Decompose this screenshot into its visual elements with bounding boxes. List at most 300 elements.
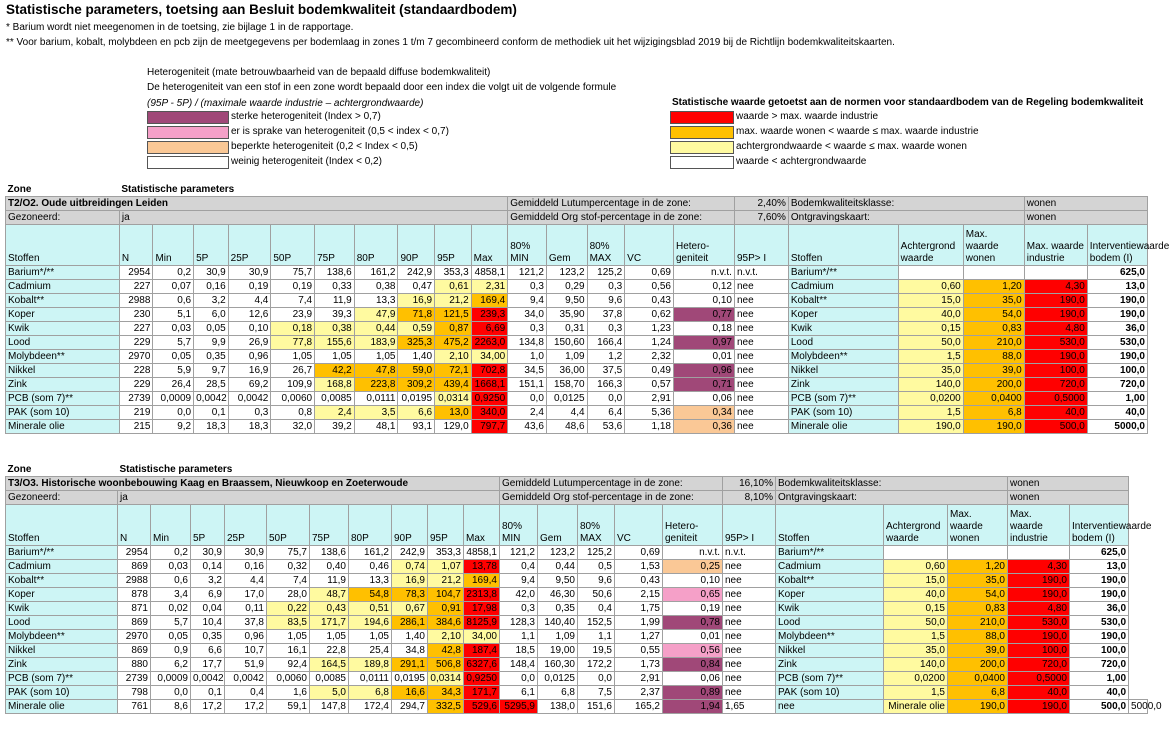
table-cell: 9,6: [578, 574, 615, 588]
table-cell: 5,7: [151, 616, 191, 630]
table-cell: 0,0060: [271, 392, 315, 406]
column-header: VC: [615, 505, 663, 546]
table-cell: 0,06: [673, 392, 734, 406]
table-cell: 0,67: [392, 602, 428, 616]
table-cell: 42,2: [315, 364, 355, 378]
table-cell: 0,36: [673, 420, 734, 434]
table-cell: nee: [734, 392, 788, 406]
table-cell: 109,9: [271, 378, 315, 392]
table-cell: 6,8: [948, 686, 1008, 700]
table-cell: 871: [118, 602, 151, 616]
table-cell: 2,4: [508, 406, 547, 420]
column-header: 50P: [271, 225, 315, 266]
table-cell: 0,0042: [225, 672, 267, 686]
table-cell: 69,2: [228, 378, 271, 392]
table-cell: 0,55: [615, 644, 663, 658]
table-cell: 40,0: [1070, 686, 1129, 700]
table-cell: 190,0: [1087, 350, 1147, 364]
table-cell: 223,8: [354, 378, 398, 392]
table-cell: 1,5: [898, 350, 963, 364]
gezoneerd-value: ja: [118, 491, 500, 505]
table-cell: 190,0: [948, 700, 1008, 714]
table-cell: Barium*/**: [6, 266, 120, 280]
table-cell: 35,0: [884, 644, 948, 658]
table-cell: 0,5: [578, 560, 615, 574]
table-cell: 0,03: [151, 560, 191, 574]
table-cell: 39,0: [948, 644, 1008, 658]
table-cell: 47,8: [354, 364, 398, 378]
table-cell: nee: [723, 588, 776, 602]
table-cell: Kwik: [6, 322, 120, 336]
table-cell: 0,19: [663, 602, 723, 616]
table-cell: 1,2: [587, 350, 625, 364]
gezoneerd-label: Gezoneerd:: [6, 211, 120, 225]
table-cell: 0,0: [578, 672, 615, 686]
table-cell: 0,0125: [546, 392, 587, 406]
table-cell: 880: [118, 658, 151, 672]
table-cell: 0,8: [271, 406, 315, 420]
table-cell: 0,96: [228, 350, 271, 364]
table-cell: 9,6: [587, 294, 625, 308]
table-cell: 190,0: [1024, 350, 1087, 364]
column-header: 5P: [194, 225, 229, 266]
table-cell: 2263,0: [471, 336, 508, 350]
table-cell: 166,3: [587, 378, 625, 392]
table-cell: PAK (som 10): [6, 686, 118, 700]
table-cell: 2988: [119, 294, 153, 308]
table-cell: Minerale olie: [6, 420, 120, 434]
table-cell: 30,9: [194, 266, 229, 280]
table-cell: 75,7: [271, 266, 315, 280]
column-header: 90P: [392, 505, 428, 546]
table-cell: 4,4: [546, 406, 587, 420]
table-cell: 0,0400: [963, 392, 1024, 406]
table-cell: 13,78: [464, 560, 500, 574]
table-cell: 1,23: [625, 322, 674, 336]
table-cell: 6,8: [963, 406, 1024, 420]
table-cell: 190,0: [898, 420, 963, 434]
table-cell: 128,3: [500, 616, 538, 630]
table-cell: 169,4: [471, 294, 508, 308]
table-cell: 5,7: [153, 336, 194, 350]
table-cell: Kobalt**: [788, 294, 898, 308]
table-cell: 28,5: [194, 378, 229, 392]
table-cell: 138,6: [310, 546, 349, 560]
table-cell: 2,10: [428, 630, 464, 644]
table-cell: 150,60: [546, 336, 587, 350]
table-cell: 17,98: [464, 602, 500, 616]
table-cell: 1,6: [267, 686, 310, 700]
legend-swatch-background: [670, 156, 734, 169]
table-cell: 702,8: [471, 364, 508, 378]
table-cell: nee: [734, 406, 788, 420]
table-cell: 1,5: [898, 406, 963, 420]
table-cell: 1,1: [500, 630, 538, 644]
table-cell: 9,2: [153, 420, 194, 434]
table-cell: 0,04: [191, 602, 225, 616]
table-cell: 50,0: [884, 616, 948, 630]
table-cell: 32,0: [271, 420, 315, 434]
table-cell: 4,80: [1008, 602, 1070, 616]
table-cell: 0,44: [538, 560, 578, 574]
column-header: Gem: [538, 505, 578, 546]
table-cell: 0,46: [349, 560, 392, 574]
table-cell: 0,4: [225, 686, 267, 700]
table-cell: 0,35: [538, 602, 578, 616]
table-row: [6, 574, 1148, 588]
column-header: Stoffen: [6, 505, 118, 546]
table-cell: 30,9: [191, 546, 225, 560]
note-combined-data: ** Voor barium, kobalt, molybdeen en pcb zijn de meetgegevens per bodemlaag in zones 1 t/m 7 gecombineerd conform de methodiek uit het wijzigingsblad 2019 bij de Richtlijn bodemkwaliteitskaarten.: [6, 37, 895, 48]
table-cell: nee: [734, 420, 788, 434]
table-cell: 2954: [119, 266, 153, 280]
table-cell: 0,0125: [538, 672, 578, 686]
table-cell: 625,0: [1087, 266, 1147, 280]
table-cell: 0,47: [398, 280, 435, 294]
table-cell: 5000,0: [1087, 420, 1147, 434]
table-cell: PCB (som 7)**: [788, 392, 898, 406]
table-cell: 16,9: [398, 294, 435, 308]
column-header: Min: [151, 505, 191, 546]
table-cell: 1668,1: [471, 378, 508, 392]
table-row: [6, 406, 1148, 420]
table-cell: nee: [734, 322, 788, 336]
table-cell: 6327,6: [464, 658, 500, 672]
table-cell: 18,5: [500, 644, 538, 658]
table-cell: 1,24: [625, 336, 674, 350]
table-cell: 1,99: [615, 616, 663, 630]
table-cell: 2,15: [615, 588, 663, 602]
table-cell: 121,2: [508, 266, 547, 280]
table-cell: 40,0: [1008, 686, 1070, 700]
table-cell: 7,4: [271, 294, 315, 308]
zone-name: T2/O2. Oude uitbreidingen Leiden: [6, 197, 508, 211]
klasse-label: Bodemkwaliteitsklasse:: [788, 197, 1024, 211]
table-cell: nee: [734, 378, 788, 392]
table-cell: 0,57: [625, 378, 674, 392]
legend-het-item: sterke heterogeniteit (Index > 0,7): [231, 111, 381, 122]
table-cell: Barium*/**: [776, 546, 884, 560]
table-cell: 12,6: [228, 308, 271, 322]
legend-het-description: De heterogeniteit van een stof in een zone wordt bepaald door een index die volgt uit de volgende formule: [147, 82, 617, 93]
table-cell: 2,91: [625, 392, 674, 406]
table-row: [6, 686, 1148, 700]
table-cell: nee: [734, 308, 788, 322]
table-cell: 83,5: [267, 616, 310, 630]
column-header: 80% MIN: [508, 225, 547, 266]
table-cell: 0,59: [398, 322, 435, 336]
table-cell: 210,0: [963, 336, 1024, 350]
table-cell: 40,0: [1024, 406, 1087, 420]
table-cell: 190,0: [963, 420, 1024, 434]
table-cell: 13,3: [354, 294, 398, 308]
table-cell: 0,01: [663, 630, 723, 644]
table-cell: 78,3: [392, 588, 428, 602]
table-cell: 17,0: [225, 588, 267, 602]
table-cell: [963, 266, 1024, 280]
table-cell: 0,0314: [428, 672, 464, 686]
table-cell: 47,9: [354, 308, 398, 322]
table-row: [6, 280, 1148, 294]
legend-norm-title: Statistische waarde getoetst aan de normen voor standaardbodem van de Regeling bodemkwaliteit: [672, 97, 1144, 108]
table-cell: 0,69: [615, 546, 663, 560]
column-header: Stoffen: [788, 225, 898, 266]
table-cell: 54,0: [963, 308, 1024, 322]
table-cell: 140,0: [898, 378, 963, 392]
table-cell: 0,10: [673, 294, 734, 308]
table-cell: 1,00: [1087, 392, 1147, 406]
table-cell: 0,5000: [1024, 392, 1087, 406]
table-cell: 190,0: [1070, 574, 1129, 588]
table-cell: PAK (som 10): [788, 406, 898, 420]
table-cell: 2739: [119, 392, 153, 406]
table-cell: 123,2: [546, 266, 587, 280]
column-header: N: [119, 225, 153, 266]
klasse-value: wonen: [1008, 477, 1129, 491]
table-cell: 0,0400: [948, 672, 1008, 686]
table-cell: 6,8: [349, 686, 392, 700]
table-cell: nee: [723, 672, 776, 686]
table-cell: Barium*/**: [788, 266, 898, 280]
column-header: Stoffen: [6, 225, 120, 266]
legend-het-title: Heterogeniteit (mate betrouwbaarheid van de bepaald diffuse bodemkwaliteit): [147, 67, 491, 78]
column-header: 80% MAX: [587, 225, 625, 266]
table-cell: 34,00: [464, 630, 500, 644]
table-cell: 4,80: [1024, 322, 1087, 336]
table-cell: 1,40: [392, 630, 428, 644]
table-cell: 0,40: [310, 560, 349, 574]
table-cell: 5295,9: [500, 700, 538, 714]
table-cell: 325,3: [398, 336, 435, 350]
table-row: [6, 700, 1148, 714]
table-cell: 0,11: [225, 602, 267, 616]
table-cell: 0,60: [898, 280, 963, 294]
table-cell: 190,0: [1008, 588, 1070, 602]
table-cell: 140,40: [538, 616, 578, 630]
table-cell: 5,0: [310, 686, 349, 700]
table-cell: Cadmium: [6, 560, 118, 574]
table-cell: 18,3: [194, 420, 229, 434]
table-cell: Koper: [6, 308, 120, 322]
table-cell: 36,0: [1087, 322, 1147, 336]
table-cell: 0,0009: [153, 392, 194, 406]
table-cell: Kobalt**: [6, 294, 120, 308]
table-cell: 0,0: [587, 392, 625, 406]
table-cell: 13,0: [1087, 280, 1147, 294]
table-cell: 1,65: [723, 700, 776, 714]
table-cell: Koper: [788, 308, 898, 322]
column-header: 50P: [267, 505, 310, 546]
column-header: 90P: [398, 225, 435, 266]
table-cell: 10,7: [225, 644, 267, 658]
table-row: [6, 658, 1148, 672]
table-cell: 0,32: [267, 560, 310, 574]
table-cell: 1,27: [615, 630, 663, 644]
table-cell: Molybdeen**: [6, 350, 120, 364]
table-cell: 0,65: [663, 588, 723, 602]
column-header: 25P: [225, 505, 267, 546]
table-cell: 0,25: [663, 560, 723, 574]
table-cell: 200,0: [963, 378, 1024, 392]
table-cell: 1,05: [349, 630, 392, 644]
table-cell: nee: [723, 616, 776, 630]
table-cell: 10,4: [191, 616, 225, 630]
table-cell: 0,9250: [464, 672, 500, 686]
table-cell: 190,0: [1024, 308, 1087, 322]
table-cell: 0,1: [191, 686, 225, 700]
column-header-row: [6, 505, 1148, 546]
table-row: [6, 644, 1148, 658]
table-cell: 0,43: [615, 574, 663, 588]
table-cell: 0,3: [508, 322, 547, 336]
table-cell: 21,2: [428, 574, 464, 588]
table-cell: 1,05: [354, 350, 398, 364]
table-cell: Lood: [776, 616, 884, 630]
table-cell: 15,0: [898, 294, 963, 308]
table-cell: 50,0: [898, 336, 963, 350]
table-cell: 26,9: [228, 336, 271, 350]
table-cell: Zink: [788, 378, 898, 392]
table-cell: 2954: [118, 546, 151, 560]
table-cell: 227: [119, 280, 153, 294]
table-cell: Nikkel: [6, 644, 118, 658]
legend-norm-item: max. waarde wonen < waarde ≤ max. waarde industrie: [736, 126, 979, 137]
table-cell: 0,12: [673, 280, 734, 294]
table-cell: 48,7: [310, 588, 349, 602]
table-cell: 30,9: [225, 546, 267, 560]
table-cell: 190,0: [1070, 630, 1129, 644]
table-cell: 0,91: [428, 602, 464, 616]
column-header: 80P: [349, 505, 392, 546]
table-cell: 48,1: [354, 420, 398, 434]
table-cell: 23,9: [271, 308, 315, 322]
table-cell: 54,8: [349, 588, 392, 602]
table-cell: 0,0111: [354, 392, 398, 406]
table-cell: 625,0: [1070, 546, 1129, 560]
table-cell: 6,0: [194, 308, 229, 322]
table-cell: 242,9: [392, 546, 428, 560]
table-cell: 228: [119, 364, 153, 378]
table-cell: 0,96: [673, 364, 734, 378]
legend-het-formula: (95P - 5P) / (maximale waarde industrie – achtergrondwaarde): [147, 98, 424, 109]
table-row: [6, 266, 1148, 280]
table-cell: 34,3: [428, 686, 464, 700]
table-cell: nee: [734, 350, 788, 364]
table-cell: 0,19: [271, 280, 315, 294]
table-cell: 39,0: [963, 364, 1024, 378]
table-cell: Cadmium: [6, 280, 120, 294]
table-cell: 0,3: [587, 322, 625, 336]
table-cell: 0,0085: [310, 672, 349, 686]
table-cell: 0,31: [546, 322, 587, 336]
table-cell: 13,0: [1070, 560, 1129, 574]
table-cell: nee: [723, 602, 776, 616]
table-cell: nee: [734, 336, 788, 350]
table-cell: nee: [723, 560, 776, 574]
ontgraving-value: wonen: [1008, 491, 1129, 505]
column-header: Achtergrond waarde: [898, 225, 963, 266]
table-cell: 0,6: [151, 574, 191, 588]
table-cell: 25,4: [349, 644, 392, 658]
table-row: [6, 588, 1148, 602]
table-cell: 1,05: [315, 350, 355, 364]
table-cell: nee: [723, 630, 776, 644]
table-cell: 0,0: [508, 392, 547, 406]
table-cell: 26,4: [153, 378, 194, 392]
table-cell: [898, 266, 963, 280]
table-cell: 0,6: [153, 294, 194, 308]
table-cell: 291,1: [392, 658, 428, 672]
table-cell: 9,9: [194, 336, 229, 350]
table-cell: [884, 546, 948, 560]
stat-params-label: Statistische parameters: [119, 183, 1147, 197]
table-cell: 17,2: [225, 700, 267, 714]
table-cell: 0,96: [225, 630, 267, 644]
note-barium: * Barium wordt niet meegenomen in de toetsing, zie bijlage 1 in de rapportage.: [6, 22, 354, 33]
table-cell: Barium*/**: [6, 546, 118, 560]
table-cell: 0,10: [228, 322, 271, 336]
table-cell: 229: [119, 378, 153, 392]
table-cell: 0,38: [315, 322, 355, 336]
legend-het-item: beperkte heterogeniteit (0,2 < Index < 0,5): [231, 141, 418, 152]
table-cell: 100,0: [1024, 364, 1087, 378]
table-cell: 0,4: [578, 602, 615, 616]
table-cell: 36,00: [546, 364, 587, 378]
table-cell: 2970: [118, 630, 151, 644]
table-cell: Minerale olie: [884, 700, 948, 714]
table-cell: 164,5: [310, 658, 349, 672]
table-cell: 121,2: [500, 546, 538, 560]
table-cell: 0,0200: [898, 392, 963, 406]
table-cell: 34,5: [508, 364, 547, 378]
table-cell: 100,0: [1087, 364, 1147, 378]
table-cell: 8125,9: [464, 616, 500, 630]
table-cell: 147,8: [310, 700, 349, 714]
table-cell: 160,30: [538, 658, 578, 672]
table-cell: 4,4: [225, 574, 267, 588]
column-header: VC: [625, 225, 674, 266]
table-cell: 19,00: [538, 644, 578, 658]
legend-norm-item: achtergrondwaarde < waarde ≤ max. waarde wonen: [736, 141, 967, 152]
table-cell: 190,0: [1008, 630, 1070, 644]
table-cell: 200,0: [948, 658, 1008, 672]
table-cell: 286,1: [392, 616, 428, 630]
table-cell: 219: [119, 406, 153, 420]
table-cell: 1,05: [271, 350, 315, 364]
zone-name-row: [6, 477, 1148, 491]
table-cell: 0,0314: [435, 392, 472, 406]
column-header: 80% MAX: [578, 505, 615, 546]
table-cell: 6,6: [191, 644, 225, 658]
table-cell: 0,16: [225, 560, 267, 574]
column-header: Gem: [546, 225, 587, 266]
table-cell: 42,0: [500, 588, 538, 602]
table-cell: 34,00: [471, 350, 508, 364]
column-header: Interventiewaarde bodem (I): [1087, 225, 1147, 266]
table-cell: 183,9: [354, 336, 398, 350]
table-cell: 0,33: [315, 280, 355, 294]
table-cell: 1,5: [884, 630, 948, 644]
table-cell: 5000,0: [1129, 700, 1148, 714]
table-cell: 0,87: [435, 322, 472, 336]
table-cell: 0,9250: [471, 392, 508, 406]
column-header: Achtergrond waarde: [884, 505, 948, 546]
table-cell: 0,3: [508, 280, 547, 294]
table-cell: nee: [776, 700, 884, 714]
ontgraving-value: wonen: [1024, 211, 1147, 225]
table-cell: 161,2: [354, 266, 398, 280]
column-header: Interventiewaarde bodem (I): [1070, 505, 1129, 546]
